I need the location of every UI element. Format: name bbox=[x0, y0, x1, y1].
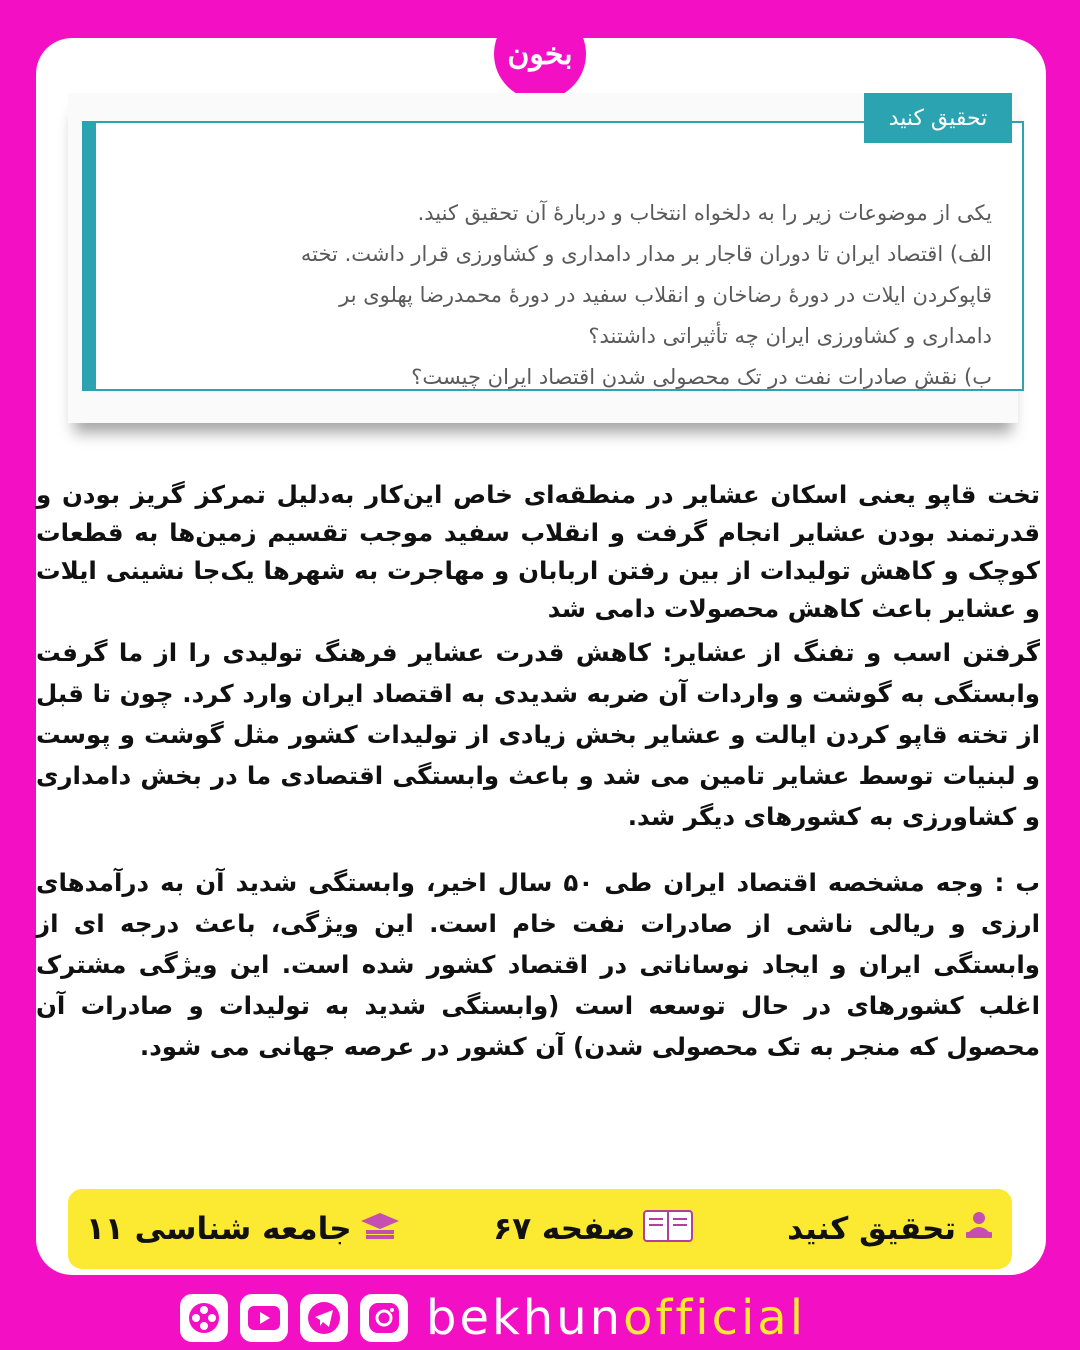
social-footer bbox=[180, 1290, 806, 1346]
instagram-icon[interactable] bbox=[360, 1294, 408, 1342]
excerpt-line: الف) اقتصاد ایران تا دوران قاجار بر مدار دامداری و کشاورزی قرار داشت. تخته bbox=[300, 242, 992, 266]
handle-part-1: bekhun bbox=[426, 1290, 624, 1346]
telegram-icon[interactable] bbox=[300, 1294, 348, 1342]
research-label: تحقیق کنید bbox=[787, 1211, 956, 1247]
brand-logo[interactable] bbox=[494, 8, 586, 100]
brand-handle[interactable] bbox=[426, 1290, 806, 1346]
graduation-cap-icon bbox=[360, 1210, 400, 1248]
research-label-item bbox=[787, 1210, 994, 1248]
textbook-excerpt bbox=[68, 93, 1018, 423]
excerpt-body bbox=[222, 193, 992, 398]
page-label: صفحه ۶۷ bbox=[493, 1211, 636, 1247]
book-label-item bbox=[86, 1210, 400, 1248]
handle-part-2: official bbox=[623, 1290, 807, 1346]
excerpt-line: یکی از موضوعات زیر را به دلخواه انتخاب و دربارهٔ آن تحقیق کنید. bbox=[417, 201, 992, 225]
page-label-item bbox=[493, 1207, 693, 1251]
person-at-desk-icon bbox=[964, 1210, 994, 1248]
excerpt-line: قاپوکردن ایلات در دورهٔ رضاخان و انقلاب سفید در دورهٔ محمدرضا پهلوی بر bbox=[339, 283, 992, 307]
excerpt-line: دامداری و کشاورزی ایران چه تأثیراتی داشتند؟ bbox=[588, 324, 992, 348]
answer-paragraph-3: ب : وجه مشخصه اقتصاد ایران طی ۵۰ سال اخیر، وابستگی شدید آن به درآمدهای ارزی و ریالی ناشی از صادرات نفت خام است. این ویژگی، باعث درجه ای از وابستگی ایران و ایجاد نوساناتی در اقتصاد کشور شده است. این ویژگی مشترک اغلب کشورهای در حال توسعه است (وابستگی شدید به تولیدات و صادرات آن محصول که منجر به تک محصولی شدن) آن کشور در عرصه جهانی می شود. bbox=[36, 868, 1040, 1061]
excerpt-tag: تحقیق کنید bbox=[864, 93, 1012, 143]
open-book-icon bbox=[643, 1207, 693, 1251]
answer-paragraph-1: تخت قاپو یعنی اسکان عشایر در منطقه‌ای خاص این‌کار به‌دلیل تمرکز گریز بودن و قدرتمند بودن عشایر انجام گرفت و انقلاب سفید موجب تقسیم زمین‌ها به قطعات کوچک و کاهش تولیدات از بین رفتن اربابان و مهاجرت به شهرها یک‌جا نشینی ایلات و عشایر باعث کاهش محصولات دامی شد bbox=[36, 480, 1040, 623]
book-label: جامعه شناسی ۱۱ bbox=[86, 1211, 352, 1247]
film-reel-icon[interactable] bbox=[180, 1294, 228, 1342]
info-bar bbox=[68, 1189, 1012, 1269]
answer-paragraph-2: گرفتن اسب و تفنگ از عشایر: کاهش قدرت عشایر فرهنگ تولیدی را از ما گرفت وابستگی به گوشت و واردات آن ضربه شدیدی به اقتصاد ایران وارد کرد. چون تا قبل از تخته قاپو کردن ایالت و عشایر بخش زیادی از تولیدات کشور مثل گوشت و پوست و لبنیات توسط عشایر تامین می شد و باعث وابستگی اقتصادی ما در بخش دامداری و کشاورزی به کشورهای دیگر شد. bbox=[36, 638, 1040, 831]
logo-text: بخون bbox=[507, 36, 573, 72]
excerpt-line: ب) نقش صادرات نفت در تک محصولی شدن اقتصاد ایران چیست؟ bbox=[411, 365, 992, 389]
excerpt-frame bbox=[82, 121, 1024, 391]
youtube-icon[interactable] bbox=[240, 1294, 288, 1342]
